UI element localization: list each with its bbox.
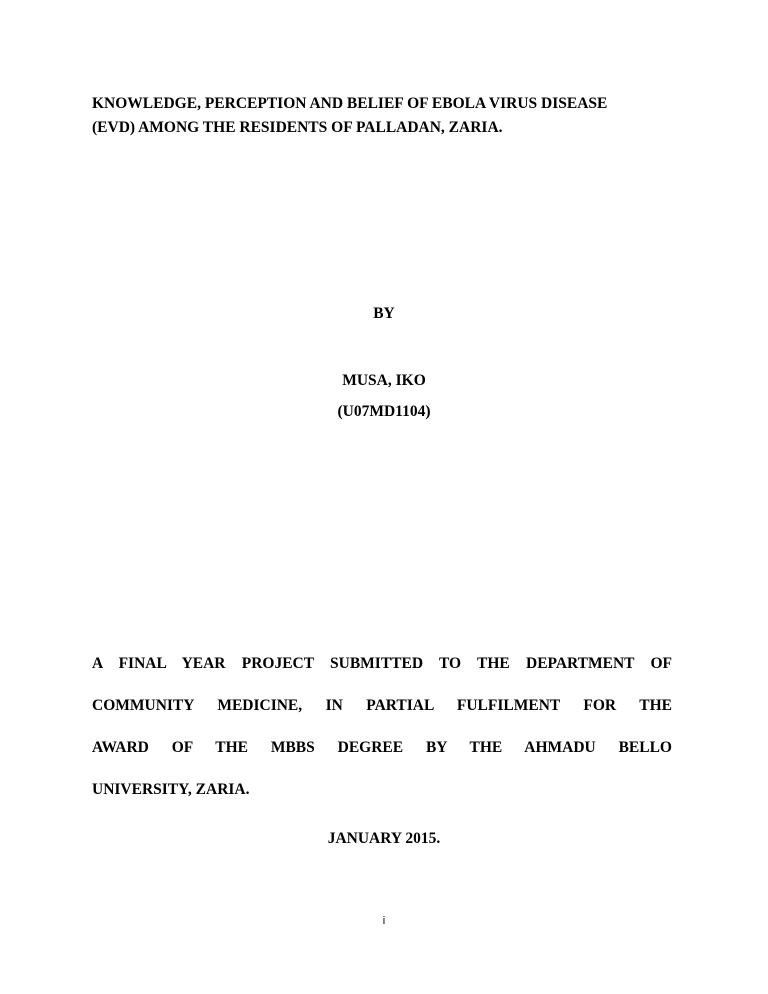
registration-number: (U07MD1104)	[337, 403, 431, 420]
document-title	[92, 92, 682, 140]
submission-statement	[92, 652, 672, 820]
page-number: i	[382, 915, 386, 927]
statement-line-3: AWARD OF THE MBBS DEGREE BY THE AHMADU BELLO	[92, 739, 672, 756]
author-name: MUSA, IKO	[342, 372, 426, 389]
by-label: BY	[373, 305, 395, 322]
statement-line-1: A FINAL YEAR PROJECT SUBMITTED TO THE DEPARTMENT OF	[92, 655, 672, 672]
title-line-2: (EVD) AMONG THE RESIDENTS OF PALLADAN, ZARIA.	[92, 119, 503, 136]
statement-line-4: UNIVERSITY, ZARIA.	[92, 781, 250, 798]
title-line-1: KNOWLEDGE, PERCEPTION AND BELIEF OF EBOLA VIRUS DISEASE	[92, 95, 608, 112]
submission-date: JANUARY 2015.	[327, 830, 441, 847]
statement-line-2: COMMUNITY MEDICINE, IN PARTIAL FULFILMENT FOR THE	[92, 697, 672, 714]
